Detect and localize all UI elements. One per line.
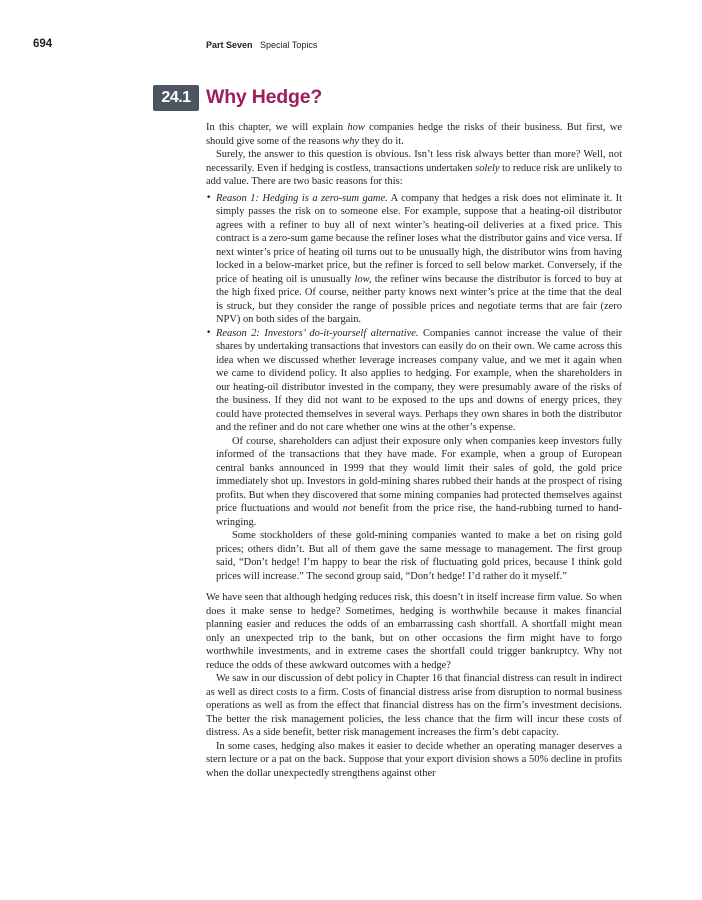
bullet-icon: • (206, 192, 212, 203)
reason-lead: Reason 1: Hedging is a zero-sum game. (216, 192, 388, 204)
body-text (206, 121, 622, 780)
running-head-part: Part Seven (206, 40, 253, 50)
reasons-list (206, 192, 622, 584)
section-number-badge: 24.1 (153, 85, 199, 111)
page-number: 694 (33, 38, 53, 50)
list-item: • Reason 2: Investors’ do-it-yourself alternative. Companies cannot increase the value of their shares by undertaking transactions that investors can easily do on their own. We came across this idea when we discussed whether leverage increases company value, and we met it again when we came to dividend policy. It also applies to hedging. For example, when the shareholders in our heating-oil distributor invested in the company, they were presumably aware of the risks of the business. If they did not want to be exposed to the ups and downs of energy prices, they could have protected themselves in several ways. Perhaps they own shares in both the distributor and the refiner and do not care whether one wins at the other’s expense. Of course, shareholders can adjust their exposure only when companies keep investors fully informed of the transactions that they have made. For example, when a group of European central banks announced in 1999 that they would limit their sales of gold, the gold price immediately shot up. Investors in gold-mining shares rubbed their hands at the prospect of rising profits. But when they discovered that some mining companies had protected themselves against price fluctuations and would not benefit from the price rise, the hand-rubbing turned to hand-wringing. Some stockholders of these gold-mining companies wanted to make a bet on rising gold prices; others didn’t. But all of them gave the same message to management. The first group said, “Don’t hedge! I’m happy to bear the risk of fluctuating gold prices, because I think gold prices will increase.” The second group said, “Don’t hedge! I’d rather do it myself.” (206, 327, 622, 582)
body-paragraph: In some cases, hedging also makes it easier to decide whether an operating manager deserves a stern lecture or a pat on the back. Suppose that your export division shows a 50% decline in profits when the dollar unexpectedly strengthens against other (206, 740, 622, 779)
intro-paragraph: In this chapter, we will explain how companies hedge the risks of their business. But first, we should give some of the reasons why they do it. (206, 122, 622, 147)
running-head-title: Special Topics (260, 40, 318, 50)
list-item: • Reason 1: Hedging is a zero-sum game. A company that hedges a risk does not eliminate it. It simply passes the risk on to someone else. For example, suppose that a heating-oil distributor agrees with a refiner to buy all of next winter’s heating-oil deliveries at a fixed price. This contract is a zero-sum game because the refiner loses what the distributor gains and vice versa. If next winter’s price of heating oil turns out to be unusually high, the distributor wins from having locked in a below-market price, but the refiner is forced to sell below market. Conversely, if the price of heating oil is unusually low, the refiner wins because the distributor is forced to buy at the high fixed price. Of course, neither party knows next winter’s price at the time that the deal is struck, but they consider the range of possible prices and negotiate terms that are fair (zero NPV) on both sides of the bargain. (206, 192, 622, 325)
intro-paragraph: Surely, the answer to this question is obvious. Isn’t less risk always better than more? Well, not necessarily. Even if hedging is costless, transactions undertaken solely to reduce risk are unlikely to add value. There are two basic reasons for this: (206, 149, 622, 187)
bullet-icon: • (206, 327, 212, 338)
body-paragraph: We have seen that although hedging reduces risk, this doesn’t in itself increase firm value. So when does it make sense to hedge? Sometimes, hedging is worthwhile because it makes financial planning easier and reduces the odds of an embarrassing cash shortfall. A shortfall might mean only an unexpected trip to the bank, but on other occasions the firm might have to forgo worthwhile investments, and in extreme cases the shortfall could trigger bankruptcy. Why not reduce the odds of these awkward outcomes with a hedge? (206, 592, 622, 671)
reason-lead: Reason 2: Investors’ do-it-yourself alternative. (216, 327, 419, 339)
body-paragraph: We saw in our discussion of debt policy in Chapter 16 that financial distress can result in indirect as well as direct costs to a firm. Costs of financial distress arise from disruption to normal business operations as well as from the effect that financial distress has on the firm’s investment decisions. The better the risk management policies, the less chance that the firm will incur these costs of distress. As a side benefit, better risk management increases the firm’s debt capacity. (206, 673, 622, 738)
section-title: Why Hedge? (206, 86, 323, 108)
running-head (206, 40, 317, 50)
